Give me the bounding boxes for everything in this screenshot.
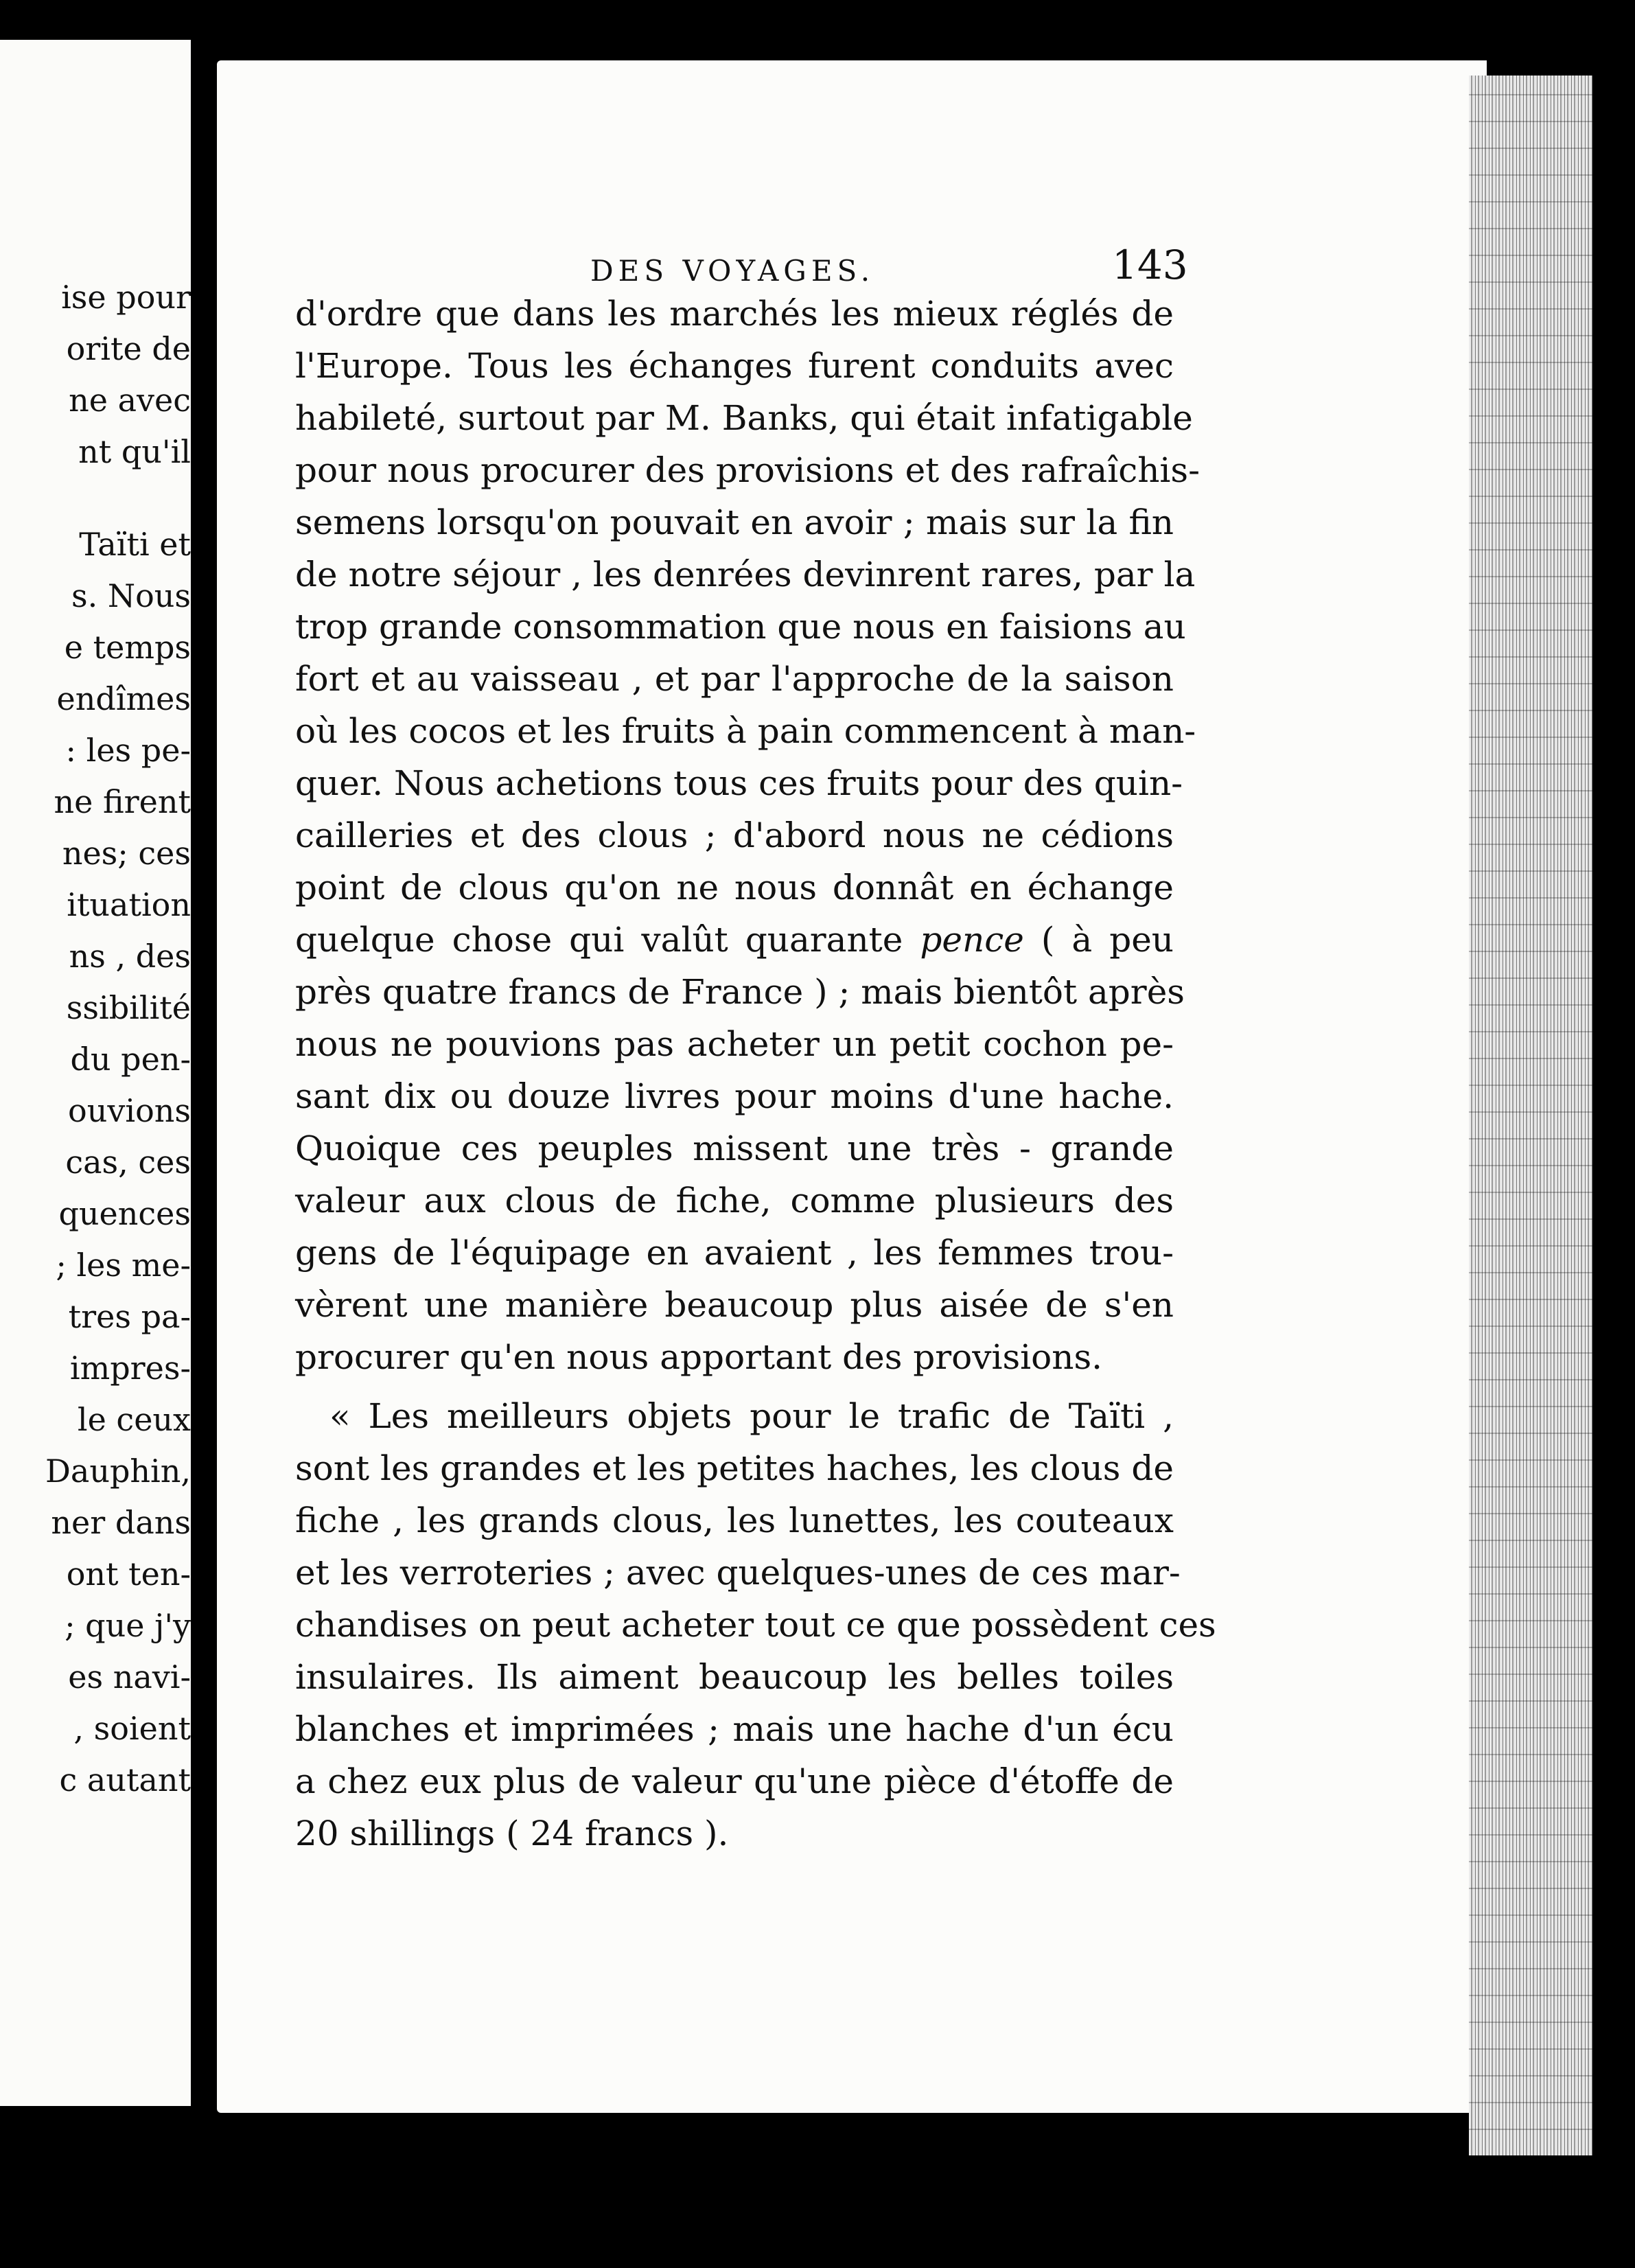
text-line: valeur aux clous de fiche, comme plusieurs des [295,1181,1174,1220]
left-page-line: ssibilité [66,989,191,1026]
running-header: DES VOYAGES. [590,254,875,288]
text-line: fort et au vaisseau , et par l'approche de la saison [295,659,1174,699]
text-line: point de clous qu'on ne nous donnât en échange [295,868,1174,907]
left-page-line: ne avec [69,382,191,419]
left-page-line: ituation [67,886,191,923]
text-line: sant dix ou douze livres pour moins d'une hache. [295,1076,1174,1116]
left-page-line: Dauphin, [45,1453,191,1490]
text-line: d'ordre que dans les marchés les mieux réglés de [295,294,1174,334]
left-page-line: quences [58,1195,191,1232]
left-page-line: s. Nous [71,577,191,614]
left-page-line: orite de [66,330,191,367]
text-line: Quoique ces peuples missent une très - grande [295,1129,1174,1168]
text-line: procurer qu'en nous apportant des provisions. [295,1337,1103,1377]
left-page-line: Taïti et [79,526,191,563]
left-page-line: ne firent [54,783,191,820]
left-page-line: ise pour [61,279,191,316]
left-page-fragment [0,40,191,2106]
text-line: trop grande consommation que nous en faisions au [295,607,1186,647]
left-page-line: nes; ces [62,835,191,872]
left-page-line: c autant [59,1761,191,1798]
left-page-line: nt qu'il [78,433,191,470]
left-page-line: es navi- [68,1658,191,1696]
left-page-line: e temps [64,629,191,666]
text-line: de notre séjour , les denrées devinrent rares, par la [295,555,1196,594]
left-page-line: : les pe- [65,732,191,769]
left-page-line: ns , des [69,938,191,975]
text-line: blanches et imprimées ; mais une hache d'un écu [295,1709,1174,1749]
text-line: « Les meilleurs objets pour le trafic de Taïti , [329,1396,1174,1436]
text-line: nous ne pouvions pas acheter un petit cochon pe- [295,1024,1174,1064]
text-line: sont les grandes et les petites haches, les clous de [295,1448,1174,1488]
left-page-line: du pen- [70,1041,191,1078]
left-page-line: endîmes [56,680,191,717]
text-line: semens lorsqu'on pouvait en avoir ; mais sur la fin [295,502,1174,542]
text-segment: ( à peu [1041,920,1174,960]
text-line: chandises on peut acheter tout ce que possèdent ces [295,1605,1216,1645]
left-page-line: ; que j'y [65,1607,191,1644]
left-page-line: ouvions [68,1092,191,1129]
left-page-line: , soient [73,1710,191,1747]
left-page-line: impres- [69,1350,191,1387]
left-page-line: cas, ces [65,1144,191,1181]
text-line: gens de l'équipage en avaient , les femmes trou- [295,1233,1174,1273]
text-line: où les cocos et les fruits à pain commencent à man- [295,711,1196,751]
text-line: et les verroteries ; avec quelques-unes de ces mar- [295,1553,1181,1593]
text-line: près quatre francs de France ) ; mais bientôt après [295,972,1185,1012]
left-page-line: tres pa- [68,1298,191,1335]
text-line [295,920,1174,960]
text-line: vèrent une manière beaucoup plus aisée de s'en [295,1285,1174,1325]
text-line: fiche , les grands clous, les lunettes, les couteaux [295,1501,1174,1540]
text-line: quer. Nous achetions tous ces fruits pour des quin- [295,763,1183,803]
left-page-line: le ceux [77,1401,191,1438]
page-number: 143 [1112,242,1188,288]
text-line: pour nous procurer des provisions et des rafraîchis- [295,450,1200,490]
text-line: l'Europe. Tous les échanges furent conduits avec [295,346,1174,386]
page-edge-stack [1469,76,1592,2155]
left-page-line: ner dans [51,1504,191,1541]
left-page-line: ; les me- [56,1247,191,1284]
italic-word: pence [920,920,1024,960]
text-segment: quelque chose qui valût quarante [295,920,903,960]
text-line: 20 shillings ( 24 francs ). [295,1814,729,1853]
text-line: habileté, surtout par M. Banks, qui était infatigable [295,398,1193,438]
text-line: a chez eux plus de valeur qu'une pièce d'étoffe de [295,1761,1174,1801]
text-line: cailleries et des clous ; d'abord nous ne cédions [295,815,1174,855]
text-line: insulaires. Ils aiment beaucoup les belles toiles [295,1657,1174,1697]
left-page-line: ont ten- [66,1555,191,1593]
